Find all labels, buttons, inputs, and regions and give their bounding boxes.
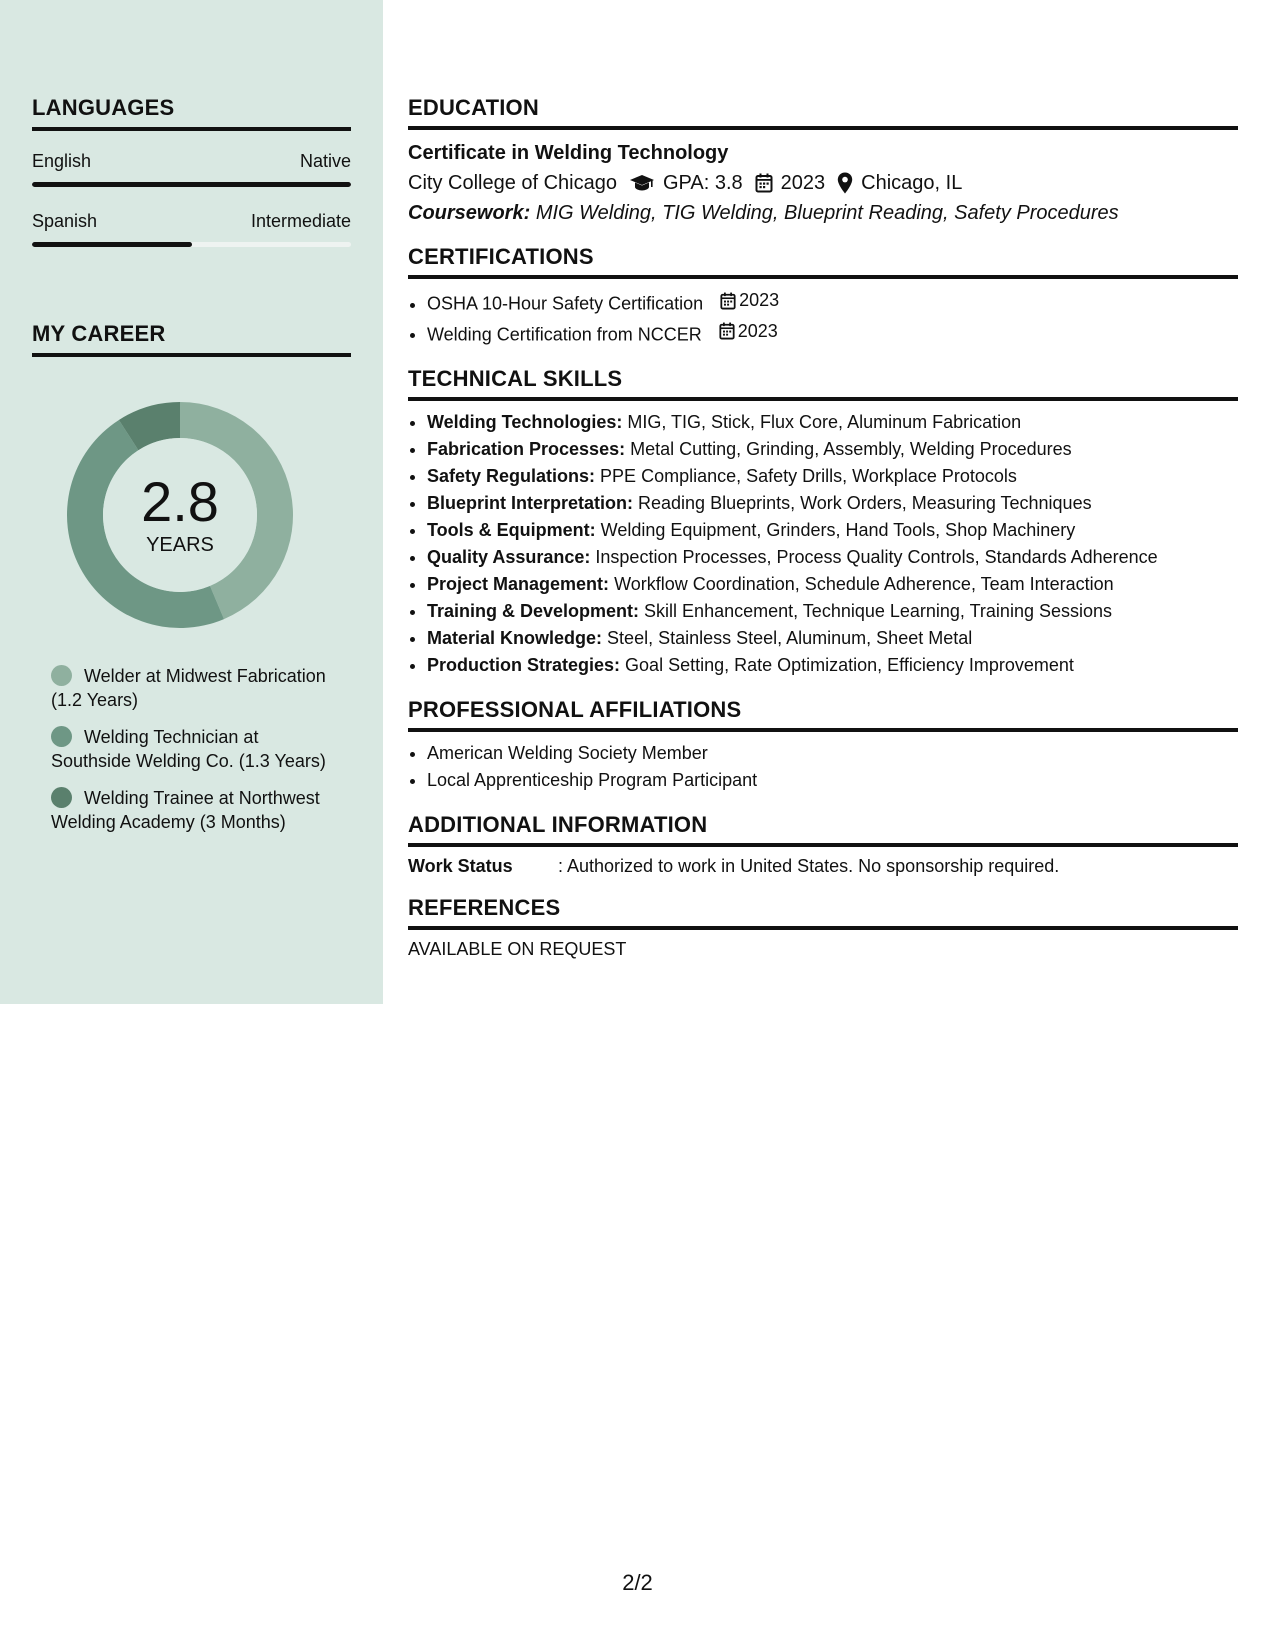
languages-title: LANGUAGES — [32, 95, 351, 131]
work-status-value: : Authorized to work in United States. No sponsorship required. — [558, 856, 1060, 876]
skills-title: TECHNICAL SKILLS — [408, 366, 1238, 401]
skill-label: Training & Development: — [427, 601, 640, 621]
affiliations-title: PROFESSIONAL AFFILIATIONS — [408, 697, 1238, 732]
education-section — [408, 95, 1238, 226]
skill-text: Welding Equipment, Grinders, Hand Tools, Shop Machinery — [600, 520, 1076, 540]
skill-item — [427, 517, 1238, 544]
language-item — [32, 151, 351, 187]
additional-info-section — [408, 812, 1238, 877]
references-title: REFERENCES — [408, 895, 1238, 930]
career-legend-item — [51, 786, 341, 834]
education-location: Chicago, IL — [861, 172, 963, 194]
career-legend-item — [51, 664, 341, 712]
skill-text: MIG, TIG, Stick, Flux Core, Aluminum Fabrication — [627, 412, 1022, 432]
skill-item — [427, 463, 1238, 490]
coursework-label: Coursework: — [408, 202, 531, 224]
skill-label: Blueprint Interpretation: — [427, 493, 633, 513]
language-item — [32, 211, 351, 247]
certification-item — [427, 287, 1238, 318]
skills-section — [408, 366, 1238, 679]
language-name: Spanish — [32, 211, 98, 231]
additional-info-title: ADDITIONAL INFORMATION — [408, 812, 1238, 847]
certification-name: OSHA 10-Hour Safety Certification — [427, 293, 704, 314]
calendar-icon — [755, 173, 773, 193]
skill-label: Quality Assurance: — [427, 547, 591, 567]
coursework-text: MIG Welding, TIG Welding, Blueprint Reading, Safety Procedures — [535, 202, 1119, 224]
education-coursework — [408, 200, 1238, 226]
certification-year: 2023 — [737, 320, 778, 341]
legend-dot-icon — [51, 665, 72, 686]
references-section — [408, 895, 1238, 960]
skill-label: Production Strategies: — [427, 655, 621, 675]
affiliation-item: • Local Apprenticeship Program Participant — [427, 767, 1238, 794]
skill-item — [427, 598, 1238, 625]
legend-dot-icon — [51, 787, 72, 808]
skill-item — [427, 571, 1238, 598]
skill-label: Safety Regulations: — [427, 466, 596, 486]
education-school: City College of Chicago — [408, 172, 617, 194]
sidebar-content — [32, 95, 351, 847]
skill-label: Material Knowledge: — [427, 628, 603, 648]
language-row — [32, 151, 351, 172]
legend-dot-icon — [51, 726, 72, 747]
language-level: Intermediate — [250, 211, 351, 231]
skill-text: Workflow Coordination, Schedule Adherence, Team Interaction — [614, 574, 1114, 594]
skill-text: Skill Enhancement, Technique Learning, Training Sessions — [644, 601, 1113, 621]
skill-label: Project Management: — [427, 574, 610, 594]
work-status-label: Work Status — [408, 856, 513, 876]
skills-list — [408, 409, 1238, 679]
language-proficiency-bar — [32, 242, 351, 247]
skill-item — [427, 652, 1238, 679]
education-year: 2023 — [780, 172, 826, 194]
language-row — [32, 211, 351, 232]
graduation-cap-icon — [629, 174, 655, 192]
affiliations-list — [408, 740, 1238, 794]
certification-name: Welding Certification from NCCER — [427, 324, 702, 344]
certifications-list — [408, 287, 1238, 348]
skill-label: Welding Technologies: — [427, 412, 623, 432]
career-total-years: 2.8 — [141, 469, 219, 533]
certification-date — [719, 318, 778, 345]
skill-item — [427, 409, 1238, 436]
career-total-unit: YEARS — [146, 533, 214, 556]
certification-date — [720, 287, 779, 314]
skill-label: Fabrication Processes: — [427, 439, 626, 459]
sidebar — [0, 0, 383, 1004]
certifications-title: CERTIFICATIONS — [408, 244, 1238, 279]
affiliation-item: • American Welding Society Member — [427, 740, 1238, 767]
career-legend — [51, 664, 341, 834]
language-proficiency-fill — [32, 242, 192, 247]
map-pin-icon — [837, 172, 853, 194]
career-legend-text: Welding Technician at Southside Welding Co. (1.3 Years) — [51, 727, 326, 771]
work-status-row — [408, 856, 1238, 877]
references-text: AVAILABLE ON REQUEST — [408, 939, 627, 959]
skill-label: Tools & Equipment: — [427, 520, 596, 540]
skill-text: PPE Compliance, Safety Drills, Workplace Protocols — [600, 466, 1017, 486]
calendar-icon — [719, 322, 735, 340]
education-degree: Certificate in Welding Technology — [408, 142, 729, 164]
language-proficiency-fill — [32, 182, 351, 187]
skill-item — [427, 544, 1238, 571]
skill-text: Inspection Processes, Process Quality Controls, Standards Adherence — [595, 547, 1158, 567]
language-proficiency-bar — [32, 182, 351, 187]
certification-item — [427, 318, 1238, 349]
career-donut-chart — [67, 402, 293, 628]
skill-text: Metal Cutting, Grinding, Assembly, Welding Procedures — [630, 439, 1072, 459]
certifications-section — [408, 244, 1238, 348]
skill-item — [427, 490, 1238, 517]
skill-item — [427, 436, 1238, 463]
skill-text: Steel, Stainless Steel, Aluminum, Sheet Metal — [607, 628, 973, 648]
skill-item — [427, 625, 1238, 652]
language-level: Native — [299, 151, 351, 171]
page-number: 2/2 — [622, 1570, 653, 1595]
education-gpa: GPA: 3.8 — [663, 172, 743, 194]
donut-center — [67, 402, 293, 628]
career-legend-text: Welder at Midwest Fabrication (1.2 Years) — [51, 666, 326, 710]
language-name: English — [32, 151, 92, 171]
calendar-icon — [720, 292, 736, 310]
skill-text: Goal Setting, Rate Optimization, Efficiency Improvement — [625, 655, 1074, 675]
skill-text: Reading Blueprints, Work Orders, Measuring Techniques — [638, 493, 1092, 513]
career-title: MY CAREER — [32, 321, 351, 357]
education-meta — [408, 170, 1238, 196]
career-legend-item — [51, 725, 341, 773]
certification-year: 2023 — [739, 290, 780, 310]
main-content — [408, 95, 1238, 960]
affiliations-section — [408, 697, 1238, 794]
career-legend-text: Welding Trainee at Northwest Welding Academy (3 Months) — [51, 788, 320, 832]
education-title: EDUCATION — [408, 95, 1238, 130]
